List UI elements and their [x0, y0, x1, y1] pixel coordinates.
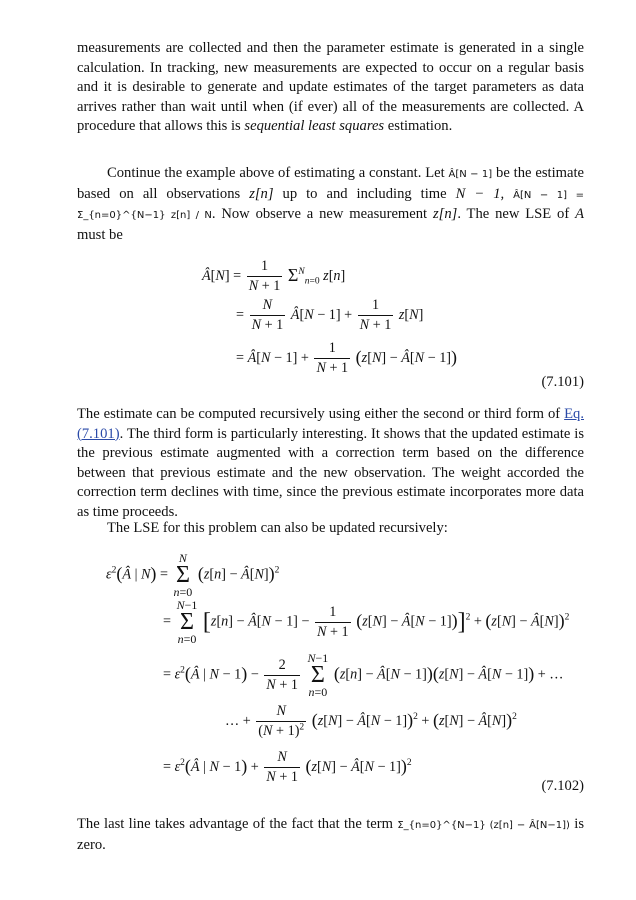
- eq102-line-1: $\varepsilon^2(Â$ | N) = N Σ n=0 (z[n] − Â[N])$^2$: [106, 551, 280, 599]
- paragraph-recursive: [77, 405, 584, 523]
- paragraph-text: measurements are collected and then the parameter estimate is generated in a single calculation. In tracking, new measurements are expected to occur on a regular basis and it is desirable to generate and update estimates of the target parameters as data arrives rather than wait until when (if ever) all of the measurements are collected. A procedure that allows this is: [77, 40, 584, 135]
- paragraph-text: must be: [77, 226, 123, 243]
- paragraph-text: estimation.: [387, 118, 453, 135]
- paragraph-text: be the estimate based on all observations: [77, 165, 584, 202]
- inline-math: A: [575, 206, 584, 223]
- equation-number: (7.102): [541, 778, 584, 794]
- inline-math: z[n]: [432, 206, 458, 223]
- eq102-line-5: = $\varepsilon^2(Â$ | N − 1) + $\frac{N}{N + 1}$ (z[N] − Â[N − 1])$^2$: [163, 749, 412, 785]
- paragraph-example: [77, 164, 584, 245]
- paragraph-text: . Now observe a new measurement: [211, 206, 428, 223]
- eq102-line-4: … + $\frac{N}{(N + 1)^2}$ (z[N] − Â[N − 1])$^2$ + (z[N] − Â[N])$^2$: [225, 703, 517, 739]
- paragraph-text: Continue the example above of estimating a constant. Let: [107, 165, 445, 181]
- paragraph-conclusion: [77, 815, 584, 855]
- paragraph-text: is zero.: [77, 816, 584, 853]
- paragraph-lse-update: [77, 519, 584, 539]
- paragraph-text: The LSE for this problem can also be updated recursively:: [107, 520, 448, 536]
- paragraph-text: The last line takes advantage of the fact that the term: [77, 816, 393, 832]
- eq102-line-3: = $\varepsilon^2(Â$ | N − 1) − $\frac{2}{N + 1}$ N−1 Σ n=0 (z[n] − Â[N − 1])(z[N] − Â[N − 1]) + …: [163, 651, 564, 699]
- inline-expression: Â[N − 1] = Σ_{n=0}^{N−1} z[n] / N: [77, 189, 584, 222]
- paragraph-text: . The third form is particularly interesting. It shows that the updated estimate is the previous estimate augmented with a correction term based on the difference between that previous estimate and the new observation. The weight accorded the correction term declines with time, since the previous estimate incorporates more data as time proceeds.: [77, 425, 584, 520]
- paragraph-text: up to and including time: [282, 185, 447, 202]
- inline-expression: Σ_{n=0}^{N−1} (z[n] − Â[N−1]): [397, 820, 570, 831]
- inline-math: N − 1,: [455, 185, 505, 202]
- paragraph-sequential-intro: [77, 39, 584, 137]
- eq102-line-2: = N−1 Σ n=0 [z[n] − Â[N − 1] − $\frac{1}{N + 1}$ (z[N] − Â[N − 1])]$^2$ + (z[N] − Â[N])$^2$: [163, 598, 570, 646]
- paragraph-text: The estimate can be computed recursively using either the second or third form of: [77, 406, 561, 422]
- equation-number: (7.101): [541, 374, 584, 390]
- equation-link[interactable]: Eq. (7.101): [77, 406, 584, 442]
- eq101-line-2: = $\frac{N}{N + 1}$ Â[N − 1] + $\frac{1}{N + 1}$ z[N]: [236, 297, 424, 333]
- paragraph-text: . The new LSE of: [457, 206, 570, 223]
- eq101-line-3: = Â[N − 1] + $\frac{1}{N + 1}$ (z[N] − Â[N − 1]): [236, 340, 458, 376]
- emphasis-term: sequential least squares: [244, 118, 385, 135]
- inline-expression: Â[N − 1]: [448, 169, 493, 180]
- eq101-line-1: Â[N] = $\frac{1}{N + 1}$ $\Sigma^N_{n=0}$ z[n]: [202, 258, 346, 294]
- inline-math: z[n]: [249, 185, 274, 202]
